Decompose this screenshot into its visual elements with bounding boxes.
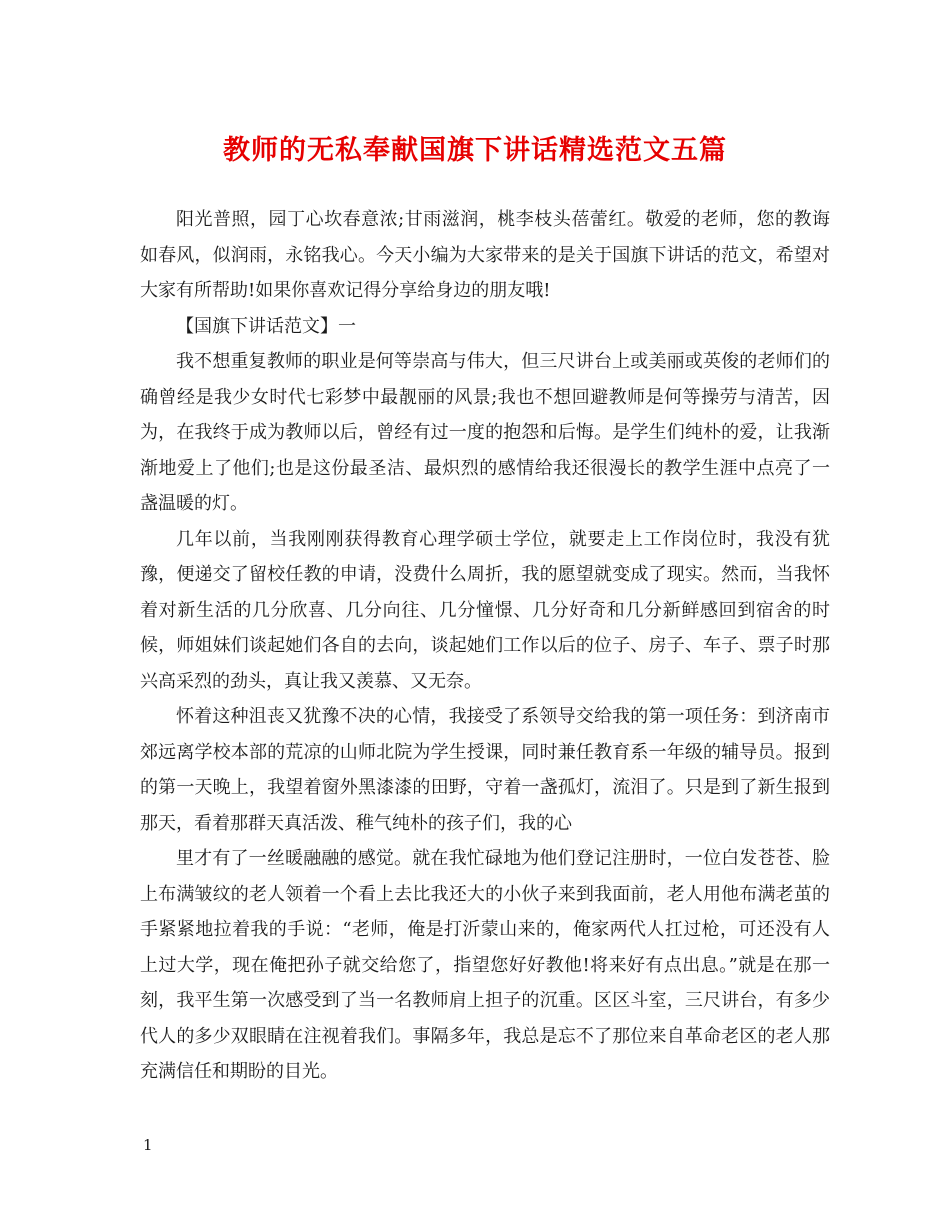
body-paragraph: 我不想重复教师的职业是何等崇高与伟大，但三尺讲台上或美丽或英俊的老师们的确曾经是我少女时代七彩梦中最靓丽的风景;我也不想回避教师是何等操劳与清苦，因为，在我终于成为教师以后，曾经有过一度的抱怨和后悔。是学生们纯朴的爱，让我渐渐地爱上了他们;也是这份最圣洁、最炽烈的感情给我还很漫长的教学生涯中点亮了一盏温暖的灯。 [140,351,830,514]
body-paragraph: 里才有了一丝暖融融的感觉。就在我忙碌地为他们登记注册时，一位白发苍苍、脸上布满皱纹的老人领着一个看上去比我还大的小伙子来到我面前，老人用他布满老茧的手紧紧地拉着我的手说：“老师，俺是打沂蒙山来的，俺家两代人扛过枪，可还没有人上过大学，现在俺把孙子就交给您了，指望您好好教他!将来好有点出息。”就是在那一刻，我平生第一次感受到了当一名教师肩上担子的沉重。区区斗室，三尺讲台，有多少代人的多少双眼睛在注视着我们。事隔多年，我总是忘不了那位来自革命老区的老人那充满信任和期盼的目光。 [140,848,830,1082]
document-title: 教师的无私奉献国旗下讲话精选范文五篇 [223,135,727,166]
body-paragraph: 怀着这种沮丧又犹豫不决的心情，我接受了系领导交给我的第一项任务：到济南市郊远离学校本部的荒凉的山师北院为学生授课，同时兼任教育系一年级的辅导员。报到的第一天晚上，我望着窗外黑漆漆的田野，守着一盏孤灯，流泪了。只是到了新生报到那天，看着那群天真活泼、稚气纯朴的孩子们，我的心 [140,706,830,834]
page-number: 1 [143,1136,153,1154]
section-heading: 【国旗下讲话范文】一 [176,315,356,337]
intro-paragraph: 阳光普照，园丁心坎春意浓;甘雨滋润，桃李枝头蓓蕾红。敬爱的老师，您的教诲如春风，似润雨，永铭我心。今天小编为大家带来的是关于国旗下讲话的范文，希望对大家有所帮助!如果你喜欢记得分享给身边的朋友哦! [140,209,830,301]
document-body [140,202,830,1090]
body-paragraph: 几年以前，当我刚刚获得教育心理学硕士学位，就要走上工作岗位时，我没有犹豫，便递交了留校任教的申请，没费什么周折，我的愿望就变成了现实。然而，当我怀着对新生活的几分欣喜、几分向往、几分憧憬、几分好奇和几分新鲜感回到宿舍的时候，师姐妹们谈起她们各自的去向，谈起她们工作以后的位子、房子、车子、票子时那兴高采烈的劲头，真让我又羡慕、又无奈。 [140,528,830,692]
